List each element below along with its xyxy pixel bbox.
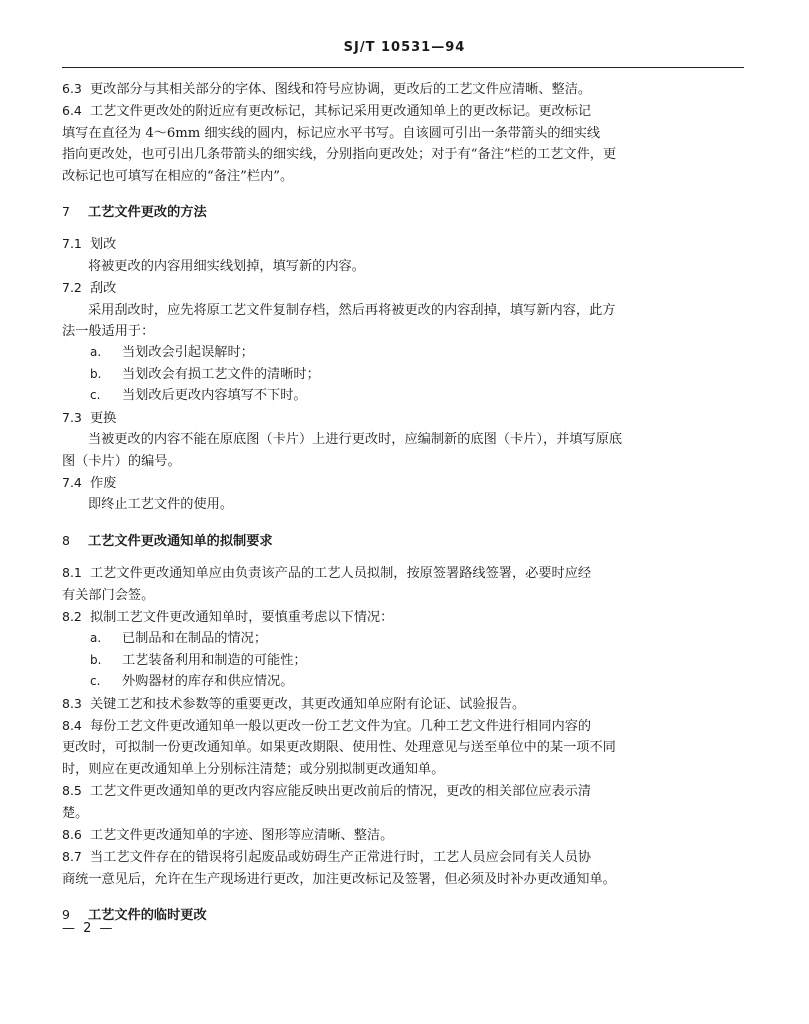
clause-7-3-body: 当被更改的内容不能在原底图（卡片）上进行更改时，应编制新的底图（卡片），并填写原底	[88, 432, 623, 448]
list-marker: b.	[90, 652, 102, 667]
clause-7-4-body: 即终止工艺文件的使用。	[88, 497, 234, 513]
clause-text-line: 时，则应在更改通知单上分别标注清楚；或分别拟制更改通知单。	[62, 761, 445, 777]
clause-text-line: 更改时，可拟制一份更改通知单。如果更改期限、使用性、处理意见与送至单位中的某一项不同	[62, 740, 616, 756]
clause-number: 6.4	[62, 103, 82, 119]
clause-7-1-heading	[62, 233, 746, 255]
clause-8-6	[62, 824, 746, 846]
list-item-text: 当划改后更改内容填写不下时。	[122, 388, 307, 404]
clause-title: 刮改	[90, 281, 117, 297]
clause-8-4	[62, 715, 746, 737]
clause-text-line: 工艺文件更改通知单的更改内容应能反映出更改前后的情况，更改的相关部位应表示清	[90, 784, 592, 800]
list-item-text: 外购器材的库存和供应情况。	[122, 674, 294, 690]
list-marker: b.	[90, 366, 102, 381]
list-item	[62, 342, 746, 363]
clause-text-line: 有关部门会签。	[62, 587, 155, 603]
list-item-text: 当划改会引起误解时；	[122, 345, 254, 361]
list-item	[62, 671, 746, 692]
clause-8-3	[62, 693, 746, 715]
list-item	[62, 650, 746, 671]
clause-number: 8.3	[62, 695, 82, 711]
clause-text: 更改部分与其相关部分的字体、图线和符号应协调，更改后的工艺文件应清晰、整洁。	[90, 82, 592, 97]
clause-number: 7.2	[62, 280, 82, 296]
clause-title: 更换	[90, 410, 117, 426]
clause-text: 拟制工艺文件更改通知单时，要慎重考虑以下情况：	[90, 609, 394, 625]
document-body	[62, 78, 746, 927]
clause-number: 8.6	[62, 827, 82, 842]
page-number: — 2 —	[62, 921, 115, 936]
list-marker: a.	[90, 631, 102, 646]
list-item	[62, 385, 746, 406]
list-marker: c.	[90, 388, 101, 403]
clause-title: 划改	[90, 237, 117, 253]
clause-text-line: 商统一意见后，允许在生产现场进行更改，加注更改标记及签署，但必须及时补办更改通知单。	[62, 871, 616, 887]
clause-6-3	[62, 78, 746, 100]
section-title: 工艺文件的临时更改	[88, 908, 207, 924]
section-number: 9	[62, 907, 70, 923]
list-item	[62, 364, 746, 385]
clause-text-line: 楚。	[62, 805, 89, 821]
clause-number: 7.1	[62, 236, 82, 252]
clause-number: 7.3	[62, 409, 82, 425]
section-number: 8	[62, 532, 70, 548]
clause-text-line: 指向更改处，也可引出几条带箭头的细实线，分别指向更改处；对于有“备注”栏的工艺文件，更	[62, 147, 617, 163]
header-rule	[62, 67, 744, 68]
clause-number: 8.5	[62, 783, 82, 799]
list-item-text: 已制品和在制品的情况；	[122, 631, 268, 647]
clause-number: 7.4	[62, 474, 82, 490]
clause-text-line: 当工艺文件存在的错误将引起废品或妨碍生产正常进行时，工艺人员应会同有关人员协	[90, 850, 592, 866]
section-9-heading	[62, 904, 746, 926]
clause-7-2-body-cont: 法一般适用于：	[62, 324, 155, 340]
clause-8-5	[62, 780, 746, 802]
clause-text-line: 工艺文件更改通知单应由负责该产品的工艺人员拟制，按原签署路线签署，必要时应经	[90, 566, 592, 582]
clause-7-2-heading	[62, 277, 746, 299]
clause-text: 关键工艺和技术参数等的重要更改，其更改通知单应附有论证、试验报告。	[90, 696, 526, 712]
clause-text: 工艺文件更改通知单的字迹、图形等应清晰、整洁。	[90, 828, 394, 843]
list-marker: a.	[90, 345, 102, 360]
clause-8-2	[62, 606, 746, 628]
section-title: 工艺文件更改通知单的拟制要求	[88, 533, 273, 549]
clause-8-1	[62, 562, 746, 584]
clause-7-1-body: 将被更改的内容用细实线划掉，填写新的内容。	[88, 258, 365, 274]
list-item-text: 当划改会有损工艺文件的清晰时；	[122, 366, 320, 382]
clause-number: 8.1	[62, 565, 82, 581]
section-7-heading	[62, 201, 746, 223]
section-number: 7	[62, 204, 70, 220]
clause-8-7	[62, 846, 746, 868]
clause-number: 8.2	[62, 608, 82, 624]
section-title: 工艺文件更改的方法	[88, 205, 207, 221]
clause-6-4	[62, 100, 746, 122]
list-item-text: 工艺装备利用和制造的可能性；	[122, 652, 307, 668]
clause-text-line: 改标记也可填写在相应的“备注”栏内”。	[62, 168, 294, 184]
clause-number: 8.4	[62, 717, 82, 733]
section-8-heading	[62, 530, 746, 552]
clause-7-3-body-cont: 图（卡片）的编号。	[62, 453, 181, 469]
clause-text-line: 填写在直径为 4～6mm 细实线的圆内，标记应水平书写。自该圆可引出一条带箭头的细实线	[62, 125, 601, 141]
clause-7-4-heading	[62, 472, 746, 494]
clause-text-line: 工艺文件更改处的附近应有更改标记，其标记采用更改通知单上的更改标记。更改标记	[90, 104, 592, 120]
clause-7-3-heading	[62, 407, 746, 429]
clause-number: 6.3	[62, 81, 82, 96]
clause-title: 作废	[90, 475, 117, 491]
clause-7-2-body: 采用刮改时，应先将原工艺文件复制存档，然后再将被更改的内容刮掉，填写新内容，此方	[88, 302, 616, 318]
clause-number: 8.7	[62, 849, 82, 865]
clause-text-line: 每份工艺文件更改通知单一般以更改一份工艺文件为宜。几种工艺文件进行相同内容的	[90, 718, 592, 734]
list-item	[62, 628, 746, 649]
list-marker: c.	[90, 674, 101, 689]
document-code-header: SJ/T 10531—94	[343, 40, 466, 55]
